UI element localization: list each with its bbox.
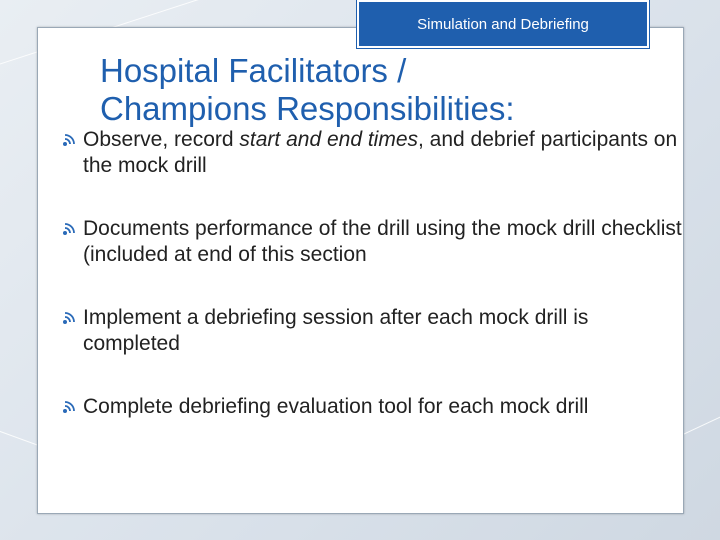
wifi-signal-bullet-icon xyxy=(62,311,79,325)
section-tab-label: Simulation and Debriefing xyxy=(417,15,589,33)
bullet-item xyxy=(62,394,682,420)
bullet-text: Implement a debriefing session after each mock drill is completed xyxy=(83,306,589,355)
slide-title xyxy=(100,52,680,128)
title-line-1: Hospital Facilitators / xyxy=(100,52,407,89)
bullet-item xyxy=(62,305,682,357)
title-line-2: Champions Responsibilities: xyxy=(100,90,515,127)
section-tab xyxy=(357,0,649,48)
bullet-item xyxy=(62,127,682,179)
bullet-text: Complete debriefing evaluation tool for each mock drill xyxy=(83,395,589,418)
bullet-list xyxy=(62,127,682,420)
bullet-text: Documents performance of the drill using the mock drill checklist (included at end of this section xyxy=(83,217,682,266)
wifi-signal-bullet-icon xyxy=(62,222,79,236)
bullet-item xyxy=(62,216,682,268)
wifi-signal-bullet-icon xyxy=(62,133,79,147)
bullet-text: Observe, record start and end times, and debrief participants on the mock drill xyxy=(83,128,678,177)
wifi-signal-bullet-icon xyxy=(62,400,79,414)
